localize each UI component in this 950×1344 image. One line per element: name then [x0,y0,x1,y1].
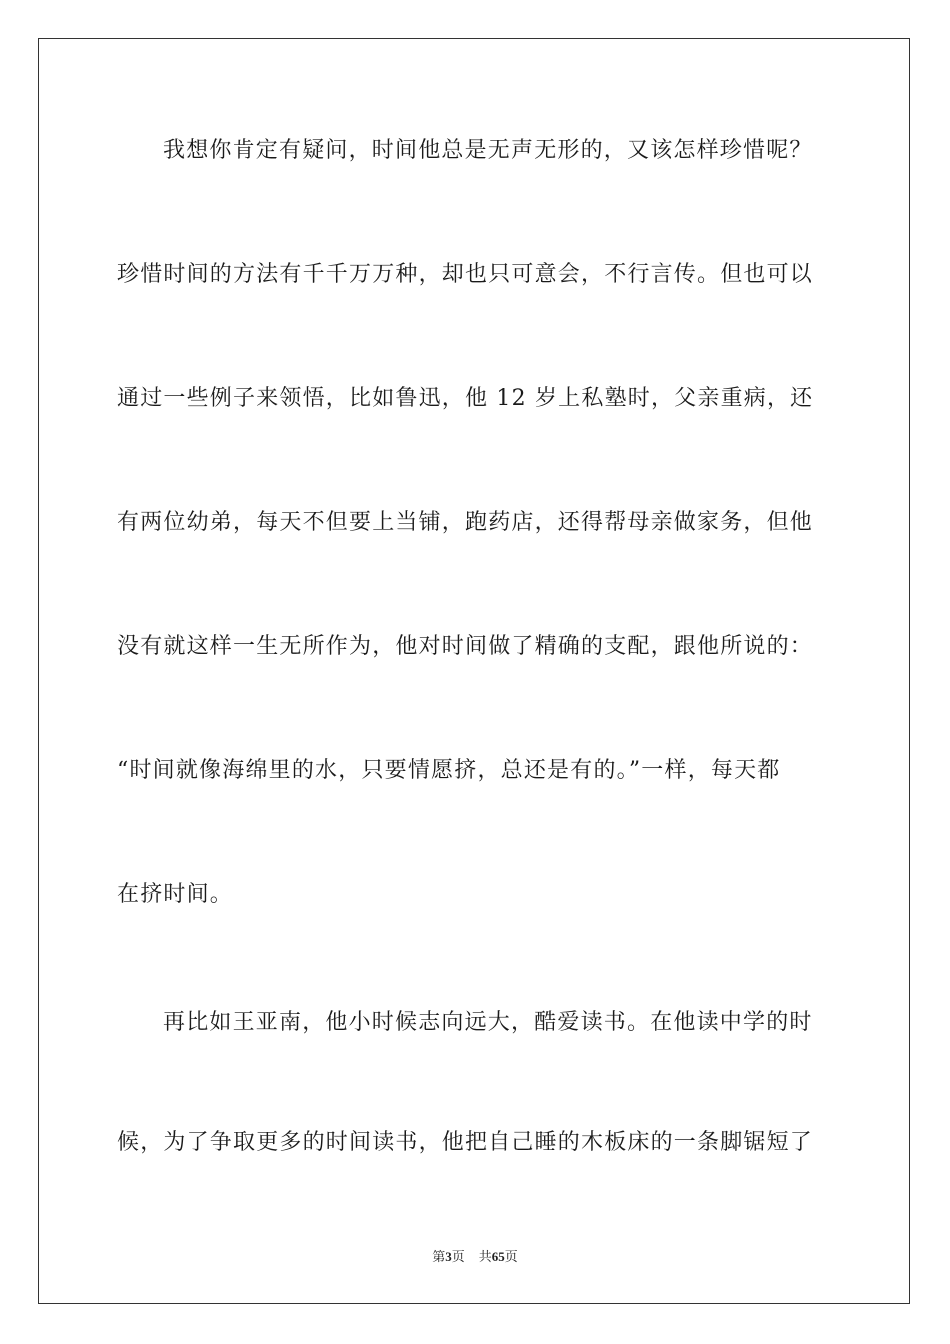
total-prefix: 共 [478,1250,492,1265]
text-line: 通过一些例子来领悟，比如鲁迅，他 12 岁上私塾时，父亲重病，还 [117,386,814,411]
text-line: 在挤时间。 [117,882,234,907]
text-line: “时间就像海绵里的水，只要情愿挤，总还是有的。”一样，每天都 [117,758,781,783]
page-suffix: 页 [451,1250,465,1265]
page-number: 3 [445,1249,452,1264]
text-line: 没有就这样一生无所作为，他对时间做了精确的支配，跟他所说的： [117,634,814,659]
page-footer [0,1248,950,1267]
total-suffix: 页 [504,1250,518,1265]
page-prefix: 第 [432,1250,446,1265]
text-line: 我想你肯定有疑问，时间他总是无声无形的，又该怎样珍惜呢？ [163,138,813,163]
total-pages: 65 [491,1249,505,1264]
text-line: 珍惜时间的方法有千千万万种，却也只可意会，不行言传。但也可以 [117,262,814,287]
text-line: 再比如王亚南，他小时候志向远大，酷爱读书。在他读中学的时 [163,1010,813,1035]
page-border [38,38,910,1304]
text-line: 有两位幼弟，每天不但要上当铺，跑药店，还得帮母亲做家务，但他 [117,510,814,535]
text-line: 候，为了争取更多的时间读书，他把自己睡的木板床的一条脚锯短了 [117,1130,814,1155]
